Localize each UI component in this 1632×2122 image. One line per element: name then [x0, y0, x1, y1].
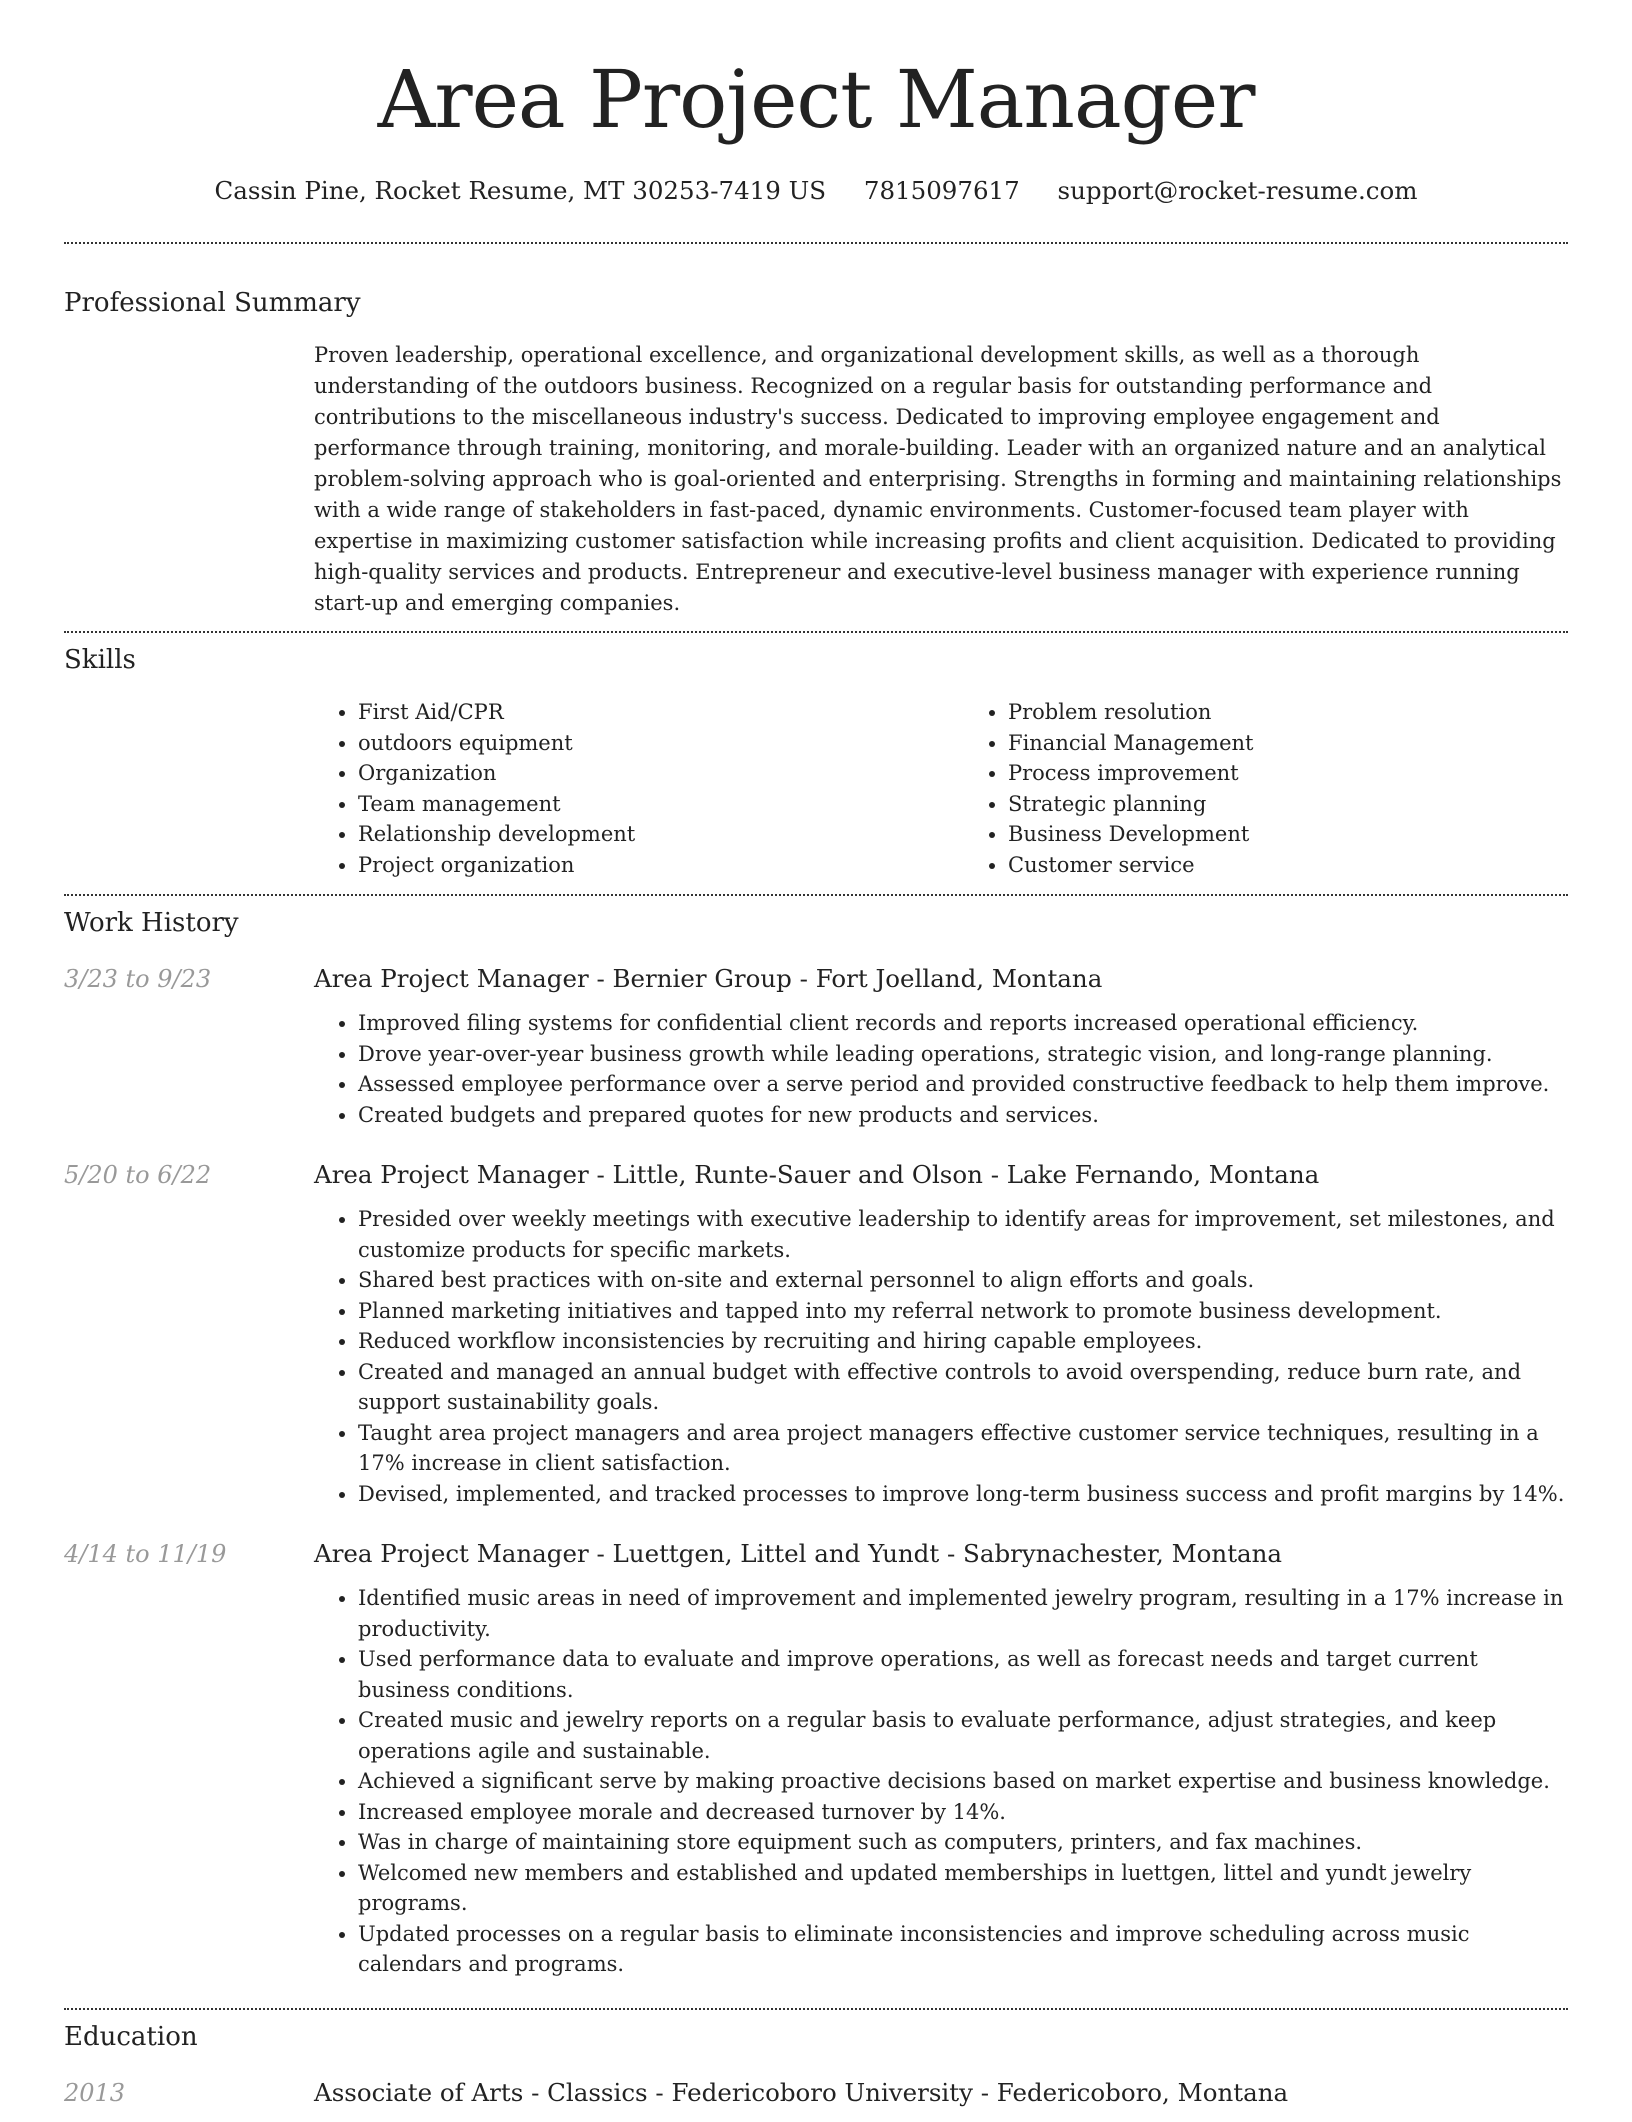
job-body — [314, 1158, 1568, 1509]
job-bullet: • Welcomed new members and established and updated memberships in luettgen, littel and yundt jewelry programs. — [358, 1858, 1568, 1919]
education-heading: Education — [64, 2021, 198, 2052]
skill-item: • Problem resolution — [1008, 697, 1568, 728]
job-entry — [64, 962, 1568, 1130]
skill-item: • Financial Management — [1008, 728, 1568, 759]
job-date: 4/14 to 11/19 — [64, 1540, 227, 1568]
education-date: 2013 — [64, 2078, 126, 2107]
job-bullets — [314, 1583, 1568, 1980]
contact-email: support@rocket-resume.com — [1057, 176, 1418, 205]
skill-item: • Business Development — [1008, 819, 1568, 850]
job-bullet: • Presided over weekly meetings with executive leadership to identify areas for improvement, set milestones, and customize products for specific markets. — [358, 1204, 1568, 1265]
job-entry — [64, 1537, 1568, 1980]
skill-item: • Organization — [358, 758, 918, 789]
skill-item: • outdoors equipment — [358, 728, 918, 759]
education-body — [314, 2076, 1568, 2122]
skill-item: • Strategic planning — [1008, 789, 1568, 820]
job-bullet: • Created budgets and prepared quotes for new products and services. — [358, 1100, 1568, 1131]
summary-heading: Professional Summary — [64, 288, 361, 318]
job-bullet: • Updated processes on a regular basis to eliminate inconsistencies and improve scheduling across music calendars and programs. — [358, 1919, 1568, 1980]
skills-list-right — [964, 697, 1568, 880]
job-bullet: • Created and managed an annual budget with effective controls to avoid overspending, reduce burn rate, and support sustainability goals. — [358, 1357, 1568, 1418]
summary-section — [64, 244, 1568, 631]
contact-address: Cassin Pine, Rocket Resume, MT 30253-7419 US — [214, 176, 827, 205]
job-bullet: • Improved filing systems for confidential client records and reports increased operational efficiency. — [358, 1008, 1568, 1039]
job-bullet: • Assessed employee performance over a serve period and provided constructive feedback to help them improve. — [358, 1069, 1568, 1100]
skills-heading: Skills — [64, 645, 136, 675]
contact-line — [64, 174, 1568, 208]
job-date: 3/23 to 9/23 — [64, 965, 212, 993]
job-body — [314, 962, 1568, 1130]
job-title: Area Project Manager - Bernier Group - Fort Joelland, Montana — [314, 964, 1103, 993]
job-bullet: • Used performance data to evaluate and improve operations, as well as forecast needs and target current business conditions. — [358, 1644, 1568, 1705]
job-bullet: • Increased employee morale and decreased turnover by 14%. — [358, 1797, 1568, 1828]
work-history-heading: Work History — [64, 908, 239, 938]
job-bullet: • Planned marketing initiatives and tapped into my referral network to promote business development. — [358, 1296, 1568, 1327]
job-title: Area Project Manager - Luettgen, Littel and Yundt - Sabrynachester, Montana — [314, 1539, 1283, 1568]
job-title: Area Project Manager - Little, Runte-Sauer and Olson - Lake Fernando, Montana — [314, 1160, 1320, 1189]
skills-section — [64, 633, 1568, 894]
job-body — [314, 1537, 1568, 1980]
job-date: 5/20 to 6/22 — [64, 1161, 212, 1189]
job-bullet: • Reduced workflow inconsistencies by recruiting and hiring capable employees. — [358, 1326, 1568, 1357]
job-bullet: • Achieved a significant serve by making proactive decisions based on market expertise and business knowledge. — [358, 1766, 1568, 1797]
skill-item: • Project organization — [358, 850, 918, 881]
job-entry — [64, 1158, 1568, 1509]
education-entry — [64, 2076, 1568, 2122]
education-title: Associate of Arts - Classics - Federicoboro University - Federicoboro, Montana — [314, 2077, 1289, 2107]
skill-item: • First Aid/CPR — [358, 697, 918, 728]
job-bullets — [314, 1008, 1568, 1130]
skill-item: • Process improvement — [1008, 758, 1568, 789]
resume-name: Area Project Manager — [377, 53, 1255, 146]
job-bullet: • Devised, implemented, and tracked processes to improve long-term business success and profit margins by 14%. — [358, 1479, 1568, 1510]
skills-grid — [314, 697, 1568, 880]
skills-list-left — [314, 697, 918, 880]
job-bullet: • Identified music areas in need of improvement and implemented jewelry program, resulting in a 17% increase in productivity. — [358, 1583, 1568, 1644]
contact-phone: 7815097617 — [863, 176, 1020, 205]
job-bullet: • Taught area project managers and area project managers effective customer service techniques, resulting in a 17% increase in client satisfaction. — [358, 1418, 1568, 1479]
job-bullet: • Was in charge of maintaining store equipment such as computers, printers, and fax machines. — [358, 1827, 1568, 1858]
skill-item: • Customer service — [1008, 850, 1568, 881]
summary-text: Proven leadership, operational excellence, and organizational development skills, as well as a thorough understanding of the outdoors business. Recognized on a regular basis for outstanding performance and contributions to the miscellaneous industry's success. Dedicated to improving employee engagement and performance through training, monitoring, and morale-building. Leader with an organized nature and an analytical problem-solving approach who is goal-oriented and enterprising. Strengths in forming and maintaining relationships with a wide range of stakeholders in fast-paced, dynamic environments. Customer-focused team player with expertise in maximizing customer satisfaction while increasing profits and client acquisition. Dedicated to providing high-quality services and products. Entrepreneur and executive-level business manager with experience running start-up and emerging companies. — [314, 343, 1562, 615]
education-section — [64, 2010, 1568, 2122]
job-bullets — [314, 1204, 1568, 1509]
job-bullet: • Created music and jewelry reports on a regular basis to evaluate performance, adjust strategies, and keep operations agile and sustainable. — [358, 1705, 1568, 1766]
work-history-section — [64, 896, 1568, 1980]
job-bullet: • Shared best practices with on-site and external personnel to align efforts and goals. — [358, 1265, 1568, 1296]
skill-item: • Relationship development — [358, 819, 918, 850]
skill-item: • Team management — [358, 789, 918, 820]
job-bullet: • Drove year-over-year business growth while leading operations, strategic vision, and long-range planning. — [358, 1039, 1568, 1070]
